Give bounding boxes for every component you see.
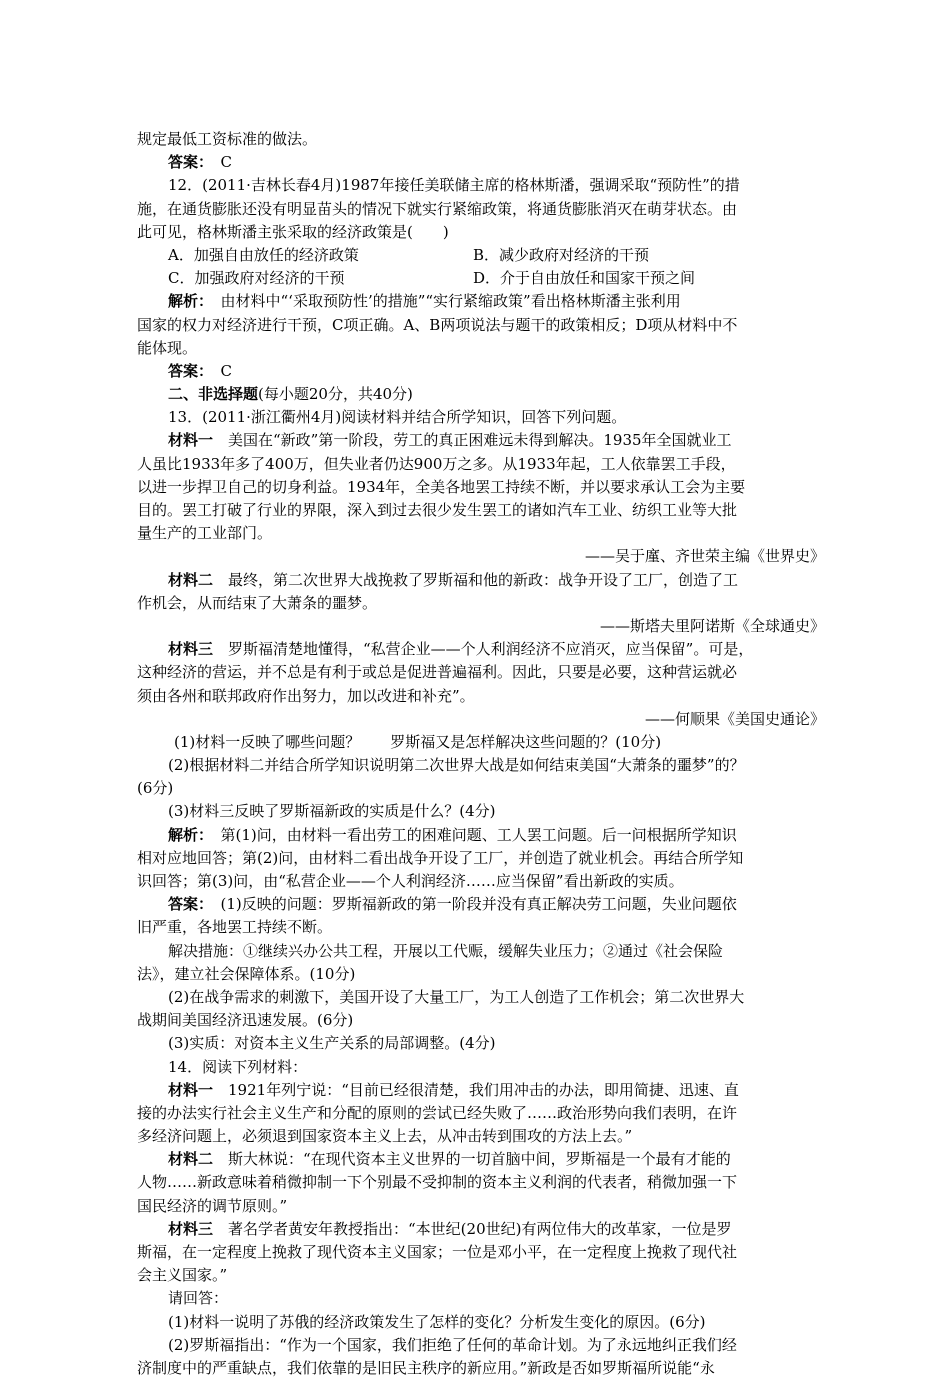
text-line <box>137 128 827 151</box>
line-text: 量生产的工业部门。 <box>137 524 273 543</box>
text-line <box>137 290 827 313</box>
text-line <box>137 777 827 800</box>
text-line <box>137 337 827 360</box>
text-line <box>137 406 827 429</box>
line-label: 解析： <box>168 825 206 844</box>
line-text: 请回答： <box>168 1289 229 1308</box>
text-line <box>137 1218 827 1241</box>
line-text: 以进一步捍卫自己的切身利益。1934年，全美各地罢工持续不断，并以要求承认工会为主要 <box>137 477 746 496</box>
line-label: 二、非选择题 <box>168 385 259 404</box>
text-line <box>137 708 827 731</box>
text-line <box>137 916 827 939</box>
line-text: (3)实质：对资本主义生产关系的局部调整。(4分) <box>168 1034 496 1053</box>
line-text: 著名学者黄安年教授指出：“本世纪(20世纪)有两位伟大的改革家，一位是罗 <box>213 1219 732 1238</box>
text-line <box>137 1241 827 1264</box>
line-text: 第(1)问，由材料一看出劳工的困难问题、工人罢工问题。后一问根据所学知识 <box>205 825 737 844</box>
text-line <box>137 986 827 1009</box>
choice-option: C．加强政府对经济的干预 <box>168 269 345 288</box>
line-text: 多经济问题上，必须退到国家资本主义上去，从冲击转到围攻的方法上去。” <box>137 1127 633 1146</box>
text-line <box>137 847 827 870</box>
text-line <box>137 314 827 337</box>
text-line <box>137 638 827 661</box>
line-text: 由材料中“‘采取预防性’的措施”“实行紧缩政策”看出格林斯潘主张利用 <box>205 292 681 311</box>
text-line <box>137 1195 827 1218</box>
line-text: ——斯塔夫里阿诺斯《全球通史》 <box>599 616 825 635</box>
line-text: (2)在战争需求的刺激下，美国开设了大量工厂，为工人创造了工作机会；第二次世界大 <box>168 987 745 1006</box>
line-label: 答案： <box>168 153 206 172</box>
text-line <box>137 174 827 197</box>
line-text: 人物……新政意味着稍微抑制一下个别最不受抑制的资本主义利润的代表者，稍微加强一下 <box>137 1173 738 1192</box>
line-text: 国民经济的调节原则。” <box>137 1196 288 1215</box>
line-text: 这种经济的营运，并不总是有利于或总是促进普遍福利。因此，只要是必要，这种营运就必 <box>137 663 738 682</box>
line-text: (1)材料一说明了苏俄的经济政策发生了怎样的变化？分析发生变化的原因。(6分) <box>168 1312 706 1331</box>
text-line <box>137 800 827 823</box>
line-text: 法》，建立社会保障体系。(10分) <box>137 964 356 983</box>
line-text: 此可见，格林斯潘主张采取的经济政策是( ) <box>137 222 449 241</box>
text-line <box>137 360 827 383</box>
text-line <box>137 453 827 476</box>
text-line <box>137 429 827 452</box>
text-line <box>137 1125 827 1148</box>
line-text: 罗斯福清楚地懂得，“私营企业——个人利润经济不应消灭，应当保留”。可是， <box>213 640 754 659</box>
text-line <box>137 1264 827 1287</box>
line-text: 12．(2011·吉林长春4月)1987年接任美联储主席的格林斯潘，强调采取“预防性”的措 <box>168 176 740 195</box>
line-text: 须由各州和联邦政府作出努力，加以改进和补充”。 <box>137 686 475 705</box>
text-line <box>137 1148 827 1171</box>
text-line <box>137 522 827 545</box>
line-label: 材料三 <box>168 1219 214 1238</box>
text-line <box>137 151 827 174</box>
text-line <box>137 592 827 615</box>
text-line <box>137 1056 827 1079</box>
line-text: 接的办法实行社会主义生产和分配的原则的尝试已经失败了……政治形势向我们表明，在许 <box>137 1103 738 1122</box>
line-text: 1921年列宁说：“目前已经很清楚，我们用冲击的办法，即用简捷、迅速、直 <box>213 1080 739 1099</box>
text-line <box>137 940 827 963</box>
text-line <box>137 685 827 708</box>
line-text: 规定最低工资标准的做法。 <box>137 130 318 148</box>
text-line <box>137 244 827 267</box>
document-page <box>137 128 827 1380</box>
line-text: (2)罗斯福指出：“作为一个国家，我们拒绝了任何的革命计划。为了永远地纠正我们经 <box>168 1335 737 1354</box>
text-line <box>137 1079 827 1102</box>
text-line <box>137 569 827 592</box>
line-text: C <box>205 361 232 380</box>
text-line <box>137 1357 827 1380</box>
text-line <box>137 383 827 406</box>
line-text: 旧严重，各地罢工持续不断。 <box>137 918 333 937</box>
text-line <box>137 1171 827 1194</box>
line-text: 14．阅读下列材料： <box>168 1057 308 1076</box>
text-line <box>137 1287 827 1310</box>
line-text: 施，在通货膨胀还没有明显苗头的情况下就实行紧缩政策，将通货膨胀消灭在萌芽状态。由 <box>137 199 738 218</box>
text-line <box>137 893 827 916</box>
line-label: 材料三 <box>168 640 214 659</box>
line-text: ——吴于廑、齐世荣主编《世界史》 <box>584 547 825 566</box>
line-text: 最终，第二次世界大战挽救了罗斯福和他的新政：战争开设了工厂，创造了工 <box>213 570 739 589</box>
line-text: 解决措施：①继续兴办公共工程，开展以工代赈，缓解失业压力；②通过《社会保险 <box>168 941 724 960</box>
line-text: 识回答；第(3)问，由“私营企业——个人利润经济……应当保留”看出新政的实质。 <box>137 872 684 890</box>
text-line <box>137 267 827 290</box>
line-text: (2)根据材料二并结合所学知识说明第二次世界大战是如何结束美国“大萧条的噩梦”的？ <box>168 756 745 775</box>
line-text: 斯福，在一定程度上挽救了现代资本主义国家；一位是邓小平，在一定程度上挽救了现代社 <box>137 1243 738 1261</box>
line-text: 能体现。 <box>137 338 198 357</box>
line-text: 会主义国家。” <box>137 1266 228 1285</box>
text-line <box>137 661 827 684</box>
line-label: 答案： <box>168 361 206 380</box>
text-line <box>137 615 827 638</box>
text-line <box>137 731 827 754</box>
text-line <box>137 963 827 986</box>
text-line <box>137 499 827 522</box>
text-line <box>137 870 827 893</box>
text-line <box>137 1102 827 1125</box>
line-label: 答案： <box>168 895 206 914</box>
line-text: 目的。罢工打破了行业的界限，深入到过去很少发生罢工的诸如汽车工业、纺织工业等大批 <box>137 501 738 519</box>
line-text: 相对应地回答；第(2)问，由材料二看出战争开设了工厂，并创造了就业机会。再结合所学知 <box>137 848 744 867</box>
line-text: 13．(2011·浙江衢州4月)阅读材料并结合所学知识，回答下列问题。 <box>168 408 627 427</box>
text-line <box>137 1032 827 1055</box>
text-line <box>137 1009 827 1032</box>
line-text: 国家的权力对经济进行干预，C项正确。A、B两项说法与题干的政策相反；D项从材料中不 <box>137 315 738 334</box>
line-label: 材料二 <box>168 1150 214 1169</box>
line-text: (1)材料一反映了哪些问题？ 罗斯福又是怎样解决这些问题的？(10分) <box>174 732 662 751</box>
text-line <box>137 754 827 777</box>
line-label: 材料一 <box>168 1080 214 1099</box>
line-text: 济制度中的严重缺点，我们依靠的是旧民主秩序的新应用。”新政是否如罗斯福所说能“永 <box>137 1358 715 1377</box>
choice-option: B．减少政府对经济的干预 <box>473 245 650 264</box>
line-text: (1)反映的问题：罗斯福新政的第一阶段并没有真正解决劳工问题，失业问题依 <box>205 895 737 914</box>
line-text: (6分) <box>137 779 174 798</box>
choice-option: D．介于自由放任和国家干预之间 <box>473 269 696 288</box>
text-line <box>137 221 827 244</box>
line-label: 材料一 <box>168 431 214 450</box>
line-text: C <box>205 153 232 172</box>
line-text: 斯大林说：“在现代资本主义世界的一切首脑中间，罗斯福是一个最有才能的 <box>213 1150 731 1169</box>
choice-option: A．加强自由放任的经济政策 <box>168 245 359 264</box>
line-text: 人虽比1933年多了400万，但失业者仍达900万之多。从1933年起，工人依靠罢工手段， <box>137 454 736 473</box>
text-line <box>137 1311 827 1334</box>
text-line <box>137 198 827 221</box>
line-text: 战期间美国经济迅速发展。(6分) <box>137 1011 354 1030</box>
line-text: ——何顺果《美国史通论》 <box>644 709 825 728</box>
text-line <box>137 476 827 499</box>
line-text: 美国在“新政”第一阶段，劳工的真正困难远未得到解决。1935年全国就业工 <box>213 431 732 450</box>
line-label: 材料二 <box>168 570 214 589</box>
text-line <box>137 545 827 568</box>
line-text: 作机会，从而结束了大萧条的噩梦。 <box>137 593 378 612</box>
line-label: 解析： <box>168 292 206 311</box>
text-line <box>137 824 827 847</box>
line-text: (每小题20分，共40分) <box>258 385 413 404</box>
text-line <box>137 1334 827 1357</box>
line-text: (3)材料三反映了罗斯福新政的实质是什么？(4分) <box>168 802 496 821</box>
